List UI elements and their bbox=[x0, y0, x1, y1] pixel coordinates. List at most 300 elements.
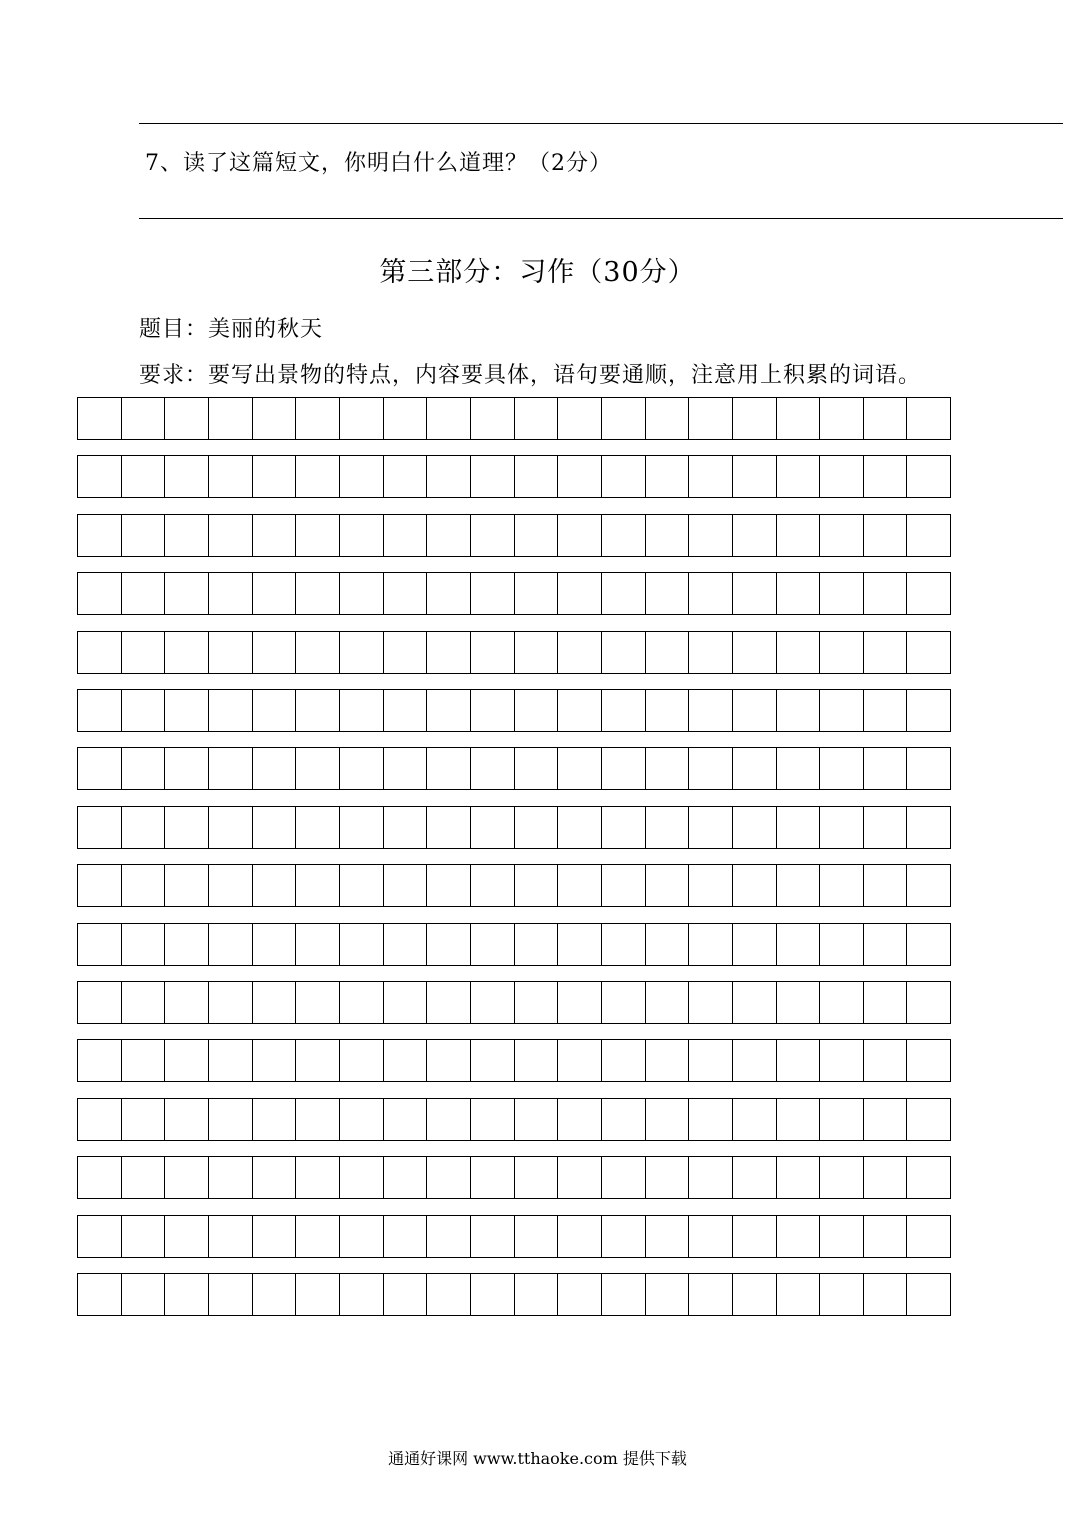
grid-cell[interactable] bbox=[122, 982, 166, 1023]
grid-cell[interactable] bbox=[384, 515, 428, 556]
grid-cell[interactable] bbox=[864, 865, 908, 906]
grid-cell[interactable] bbox=[907, 807, 950, 848]
grid-cell[interactable] bbox=[646, 573, 690, 614]
grid-cell[interactable] bbox=[646, 690, 690, 731]
grid-cell[interactable] bbox=[820, 982, 864, 1023]
grid-cell[interactable] bbox=[296, 632, 340, 673]
grid-cell[interactable] bbox=[122, 1216, 166, 1257]
grid-cell[interactable] bbox=[427, 865, 471, 906]
grid-cell[interactable] bbox=[427, 982, 471, 1023]
grid-cell[interactable] bbox=[427, 456, 471, 497]
grid-cell[interactable] bbox=[471, 807, 515, 848]
grid-cell[interactable] bbox=[253, 1216, 297, 1257]
grid-cell[interactable] bbox=[733, 1157, 777, 1198]
grid-cell[interactable] bbox=[733, 807, 777, 848]
grid-cell[interactable] bbox=[777, 1099, 821, 1140]
grid-cell[interactable] bbox=[340, 865, 384, 906]
grid-cell[interactable] bbox=[296, 1216, 340, 1257]
grid-cell[interactable] bbox=[209, 1099, 253, 1140]
grid-cell[interactable] bbox=[864, 807, 908, 848]
grid-cell[interactable] bbox=[296, 1040, 340, 1081]
grid-cell[interactable] bbox=[689, 456, 733, 497]
grid-cell[interactable] bbox=[646, 1216, 690, 1257]
grid-cell[interactable] bbox=[165, 1099, 209, 1140]
grid-cell[interactable] bbox=[602, 1274, 646, 1315]
grid-cell[interactable] bbox=[122, 398, 166, 439]
grid-cell[interactable] bbox=[558, 1157, 602, 1198]
grid-cell[interactable] bbox=[122, 456, 166, 497]
grid-cell[interactable] bbox=[602, 1099, 646, 1140]
grid-cell[interactable] bbox=[907, 690, 950, 731]
grid-cell[interactable] bbox=[646, 982, 690, 1023]
grid-cell[interactable] bbox=[907, 632, 950, 673]
grid-cell[interactable] bbox=[427, 1157, 471, 1198]
grid-cell[interactable] bbox=[340, 807, 384, 848]
grid-cell[interactable] bbox=[384, 1216, 428, 1257]
grid-cell[interactable] bbox=[340, 982, 384, 1023]
grid-cell[interactable] bbox=[558, 865, 602, 906]
grid-cell[interactable] bbox=[820, 398, 864, 439]
grid-cell[interactable] bbox=[602, 1157, 646, 1198]
grid-cell[interactable] bbox=[602, 807, 646, 848]
grid-cell[interactable] bbox=[122, 690, 166, 731]
grid-cell[interactable] bbox=[864, 573, 908, 614]
grid-cell[interactable] bbox=[165, 982, 209, 1023]
grid-cell[interactable] bbox=[515, 1216, 559, 1257]
grid-cell[interactable] bbox=[78, 573, 122, 614]
grid-cell[interactable] bbox=[777, 865, 821, 906]
grid-cell[interactable] bbox=[384, 924, 428, 965]
grid-cell[interactable] bbox=[646, 748, 690, 789]
grid-cell[interactable] bbox=[733, 690, 777, 731]
grid-cell[interactable] bbox=[471, 982, 515, 1023]
grid-cell[interactable] bbox=[646, 1040, 690, 1081]
grid-cell[interactable] bbox=[689, 807, 733, 848]
grid-cell[interactable] bbox=[384, 807, 428, 848]
grid-cell[interactable] bbox=[471, 748, 515, 789]
grid-cell[interactable] bbox=[78, 807, 122, 848]
grid-cell[interactable] bbox=[558, 807, 602, 848]
grid-cell[interactable] bbox=[558, 456, 602, 497]
grid-cell[interactable] bbox=[907, 1216, 950, 1257]
grid-cell[interactable] bbox=[78, 1216, 122, 1257]
grid-cell[interactable] bbox=[733, 632, 777, 673]
grid-cell[interactable] bbox=[907, 748, 950, 789]
grid-cell[interactable] bbox=[165, 1274, 209, 1315]
grid-cell[interactable] bbox=[122, 1274, 166, 1315]
grid-cell[interactable] bbox=[820, 1040, 864, 1081]
grid-cell[interactable] bbox=[646, 807, 690, 848]
grid-cell[interactable] bbox=[733, 748, 777, 789]
grid-cell[interactable] bbox=[907, 865, 950, 906]
grid-cell[interactable] bbox=[296, 456, 340, 497]
grid-cell[interactable] bbox=[253, 982, 297, 1023]
grid-cell[interactable] bbox=[733, 865, 777, 906]
grid-cell[interactable] bbox=[820, 1274, 864, 1315]
grid-cell[interactable] bbox=[733, 924, 777, 965]
grid-cell[interactable] bbox=[427, 573, 471, 614]
grid-cell[interactable] bbox=[384, 1099, 428, 1140]
grid-cell[interactable] bbox=[820, 573, 864, 614]
grid-cell[interactable] bbox=[558, 1216, 602, 1257]
grid-cell[interactable] bbox=[820, 690, 864, 731]
grid-cell[interactable] bbox=[515, 1040, 559, 1081]
grid-cell[interactable] bbox=[78, 982, 122, 1023]
answer-line-question-7[interactable] bbox=[139, 218, 1063, 219]
grid-cell[interactable] bbox=[209, 1157, 253, 1198]
grid-cell[interactable] bbox=[471, 1274, 515, 1315]
grid-cell[interactable] bbox=[471, 573, 515, 614]
grid-cell[interactable] bbox=[646, 924, 690, 965]
grid-cell[interactable] bbox=[689, 1099, 733, 1140]
grid-cell[interactable] bbox=[340, 573, 384, 614]
grid-cell[interactable] bbox=[165, 748, 209, 789]
grid-cell[interactable] bbox=[296, 865, 340, 906]
grid-cell[interactable] bbox=[427, 1099, 471, 1140]
grid-cell[interactable] bbox=[515, 1099, 559, 1140]
grid-cell[interactable] bbox=[471, 690, 515, 731]
grid-cell[interactable] bbox=[209, 924, 253, 965]
grid-cell[interactable] bbox=[209, 1216, 253, 1257]
grid-cell[interactable] bbox=[165, 807, 209, 848]
grid-cell[interactable] bbox=[427, 398, 471, 439]
grid-cell[interactable] bbox=[427, 1274, 471, 1315]
grid-cell[interactable] bbox=[689, 924, 733, 965]
grid-cell[interactable] bbox=[907, 982, 950, 1023]
grid-cell[interactable] bbox=[296, 398, 340, 439]
grid-cell[interactable] bbox=[209, 456, 253, 497]
grid-cell[interactable] bbox=[427, 1040, 471, 1081]
grid-cell[interactable] bbox=[733, 573, 777, 614]
grid-cell[interactable] bbox=[689, 748, 733, 789]
grid-cell[interactable] bbox=[864, 1157, 908, 1198]
grid-cell[interactable] bbox=[340, 1157, 384, 1198]
grid-cell[interactable] bbox=[253, 515, 297, 556]
grid-cell[interactable] bbox=[384, 1274, 428, 1315]
grid-cell[interactable] bbox=[471, 456, 515, 497]
grid-cell[interactable] bbox=[165, 398, 209, 439]
grid-cell[interactable] bbox=[122, 924, 166, 965]
grid-cell[interactable] bbox=[384, 632, 428, 673]
grid-cell[interactable] bbox=[646, 456, 690, 497]
grid-cell[interactable] bbox=[515, 748, 559, 789]
grid-cell[interactable] bbox=[689, 1274, 733, 1315]
grid-cell[interactable] bbox=[209, 748, 253, 789]
grid-cell[interactable] bbox=[253, 807, 297, 848]
grid-cell[interactable] bbox=[602, 924, 646, 965]
grid-cell[interactable] bbox=[471, 398, 515, 439]
grid-cell[interactable] bbox=[296, 982, 340, 1023]
grid-cell[interactable] bbox=[689, 398, 733, 439]
grid-cell[interactable] bbox=[777, 1157, 821, 1198]
grid-cell[interactable] bbox=[384, 456, 428, 497]
grid-cell[interactable] bbox=[646, 1099, 690, 1140]
grid-cell[interactable] bbox=[209, 573, 253, 614]
grid-cell[interactable] bbox=[777, 398, 821, 439]
grid-cell[interactable] bbox=[340, 1040, 384, 1081]
grid-cell[interactable] bbox=[777, 748, 821, 789]
grid-cell[interactable] bbox=[689, 515, 733, 556]
grid-cell[interactable] bbox=[777, 1040, 821, 1081]
grid-cell[interactable] bbox=[340, 1099, 384, 1140]
grid-cell[interactable] bbox=[777, 632, 821, 673]
grid-cell[interactable] bbox=[78, 515, 122, 556]
grid-cell[interactable] bbox=[733, 398, 777, 439]
grid-cell[interactable] bbox=[253, 865, 297, 906]
grid-cell[interactable] bbox=[558, 515, 602, 556]
grid-cell[interactable] bbox=[253, 748, 297, 789]
grid-cell[interactable] bbox=[864, 982, 908, 1023]
grid-cell[interactable] bbox=[471, 865, 515, 906]
grid-cell[interactable] bbox=[907, 1157, 950, 1198]
grid-cell[interactable] bbox=[340, 398, 384, 439]
grid-cell[interactable] bbox=[165, 456, 209, 497]
grid-cell[interactable] bbox=[777, 456, 821, 497]
grid-cell[interactable] bbox=[384, 748, 428, 789]
grid-cell[interactable] bbox=[864, 1099, 908, 1140]
grid-cell[interactable] bbox=[820, 515, 864, 556]
grid-cell[interactable] bbox=[515, 398, 559, 439]
grid-cell[interactable] bbox=[558, 1274, 602, 1315]
grid-cell[interactable] bbox=[907, 1274, 950, 1315]
grid-cell[interactable] bbox=[165, 1040, 209, 1081]
grid-cell[interactable] bbox=[907, 924, 950, 965]
grid-cell[interactable] bbox=[689, 1216, 733, 1257]
grid-cell[interactable] bbox=[820, 1157, 864, 1198]
grid-cell[interactable] bbox=[558, 748, 602, 789]
grid-cell[interactable] bbox=[907, 573, 950, 614]
grid-cell[interactable] bbox=[471, 1040, 515, 1081]
grid-cell[interactable] bbox=[122, 1040, 166, 1081]
grid-cell[interactable] bbox=[689, 1157, 733, 1198]
grid-cell[interactable] bbox=[122, 515, 166, 556]
grid-cell[interactable] bbox=[78, 632, 122, 673]
grid-cell[interactable] bbox=[558, 632, 602, 673]
grid-cell[interactable] bbox=[602, 748, 646, 789]
grid-cell[interactable] bbox=[777, 924, 821, 965]
grid-cell[interactable] bbox=[253, 1157, 297, 1198]
grid-cell[interactable] bbox=[209, 1040, 253, 1081]
grid-cell[interactable] bbox=[907, 1099, 950, 1140]
grid-cell[interactable] bbox=[340, 456, 384, 497]
grid-cell[interactable] bbox=[253, 398, 297, 439]
grid-cell[interactable] bbox=[820, 865, 864, 906]
grid-cell[interactable] bbox=[558, 1040, 602, 1081]
grid-cell[interactable] bbox=[733, 1216, 777, 1257]
grid-cell[interactable] bbox=[78, 456, 122, 497]
grid-cell[interactable] bbox=[209, 982, 253, 1023]
grid-cell[interactable] bbox=[907, 456, 950, 497]
grid-cell[interactable] bbox=[602, 1216, 646, 1257]
grid-cell[interactable] bbox=[864, 690, 908, 731]
grid-cell[interactable] bbox=[209, 690, 253, 731]
grid-cell[interactable] bbox=[733, 1040, 777, 1081]
grid-cell[interactable] bbox=[515, 807, 559, 848]
grid-cell[interactable] bbox=[515, 456, 559, 497]
grid-cell[interactable] bbox=[209, 515, 253, 556]
grid-cell[interactable] bbox=[515, 632, 559, 673]
grid-cell[interactable] bbox=[602, 515, 646, 556]
grid-cell[interactable] bbox=[78, 398, 122, 439]
grid-cell[interactable] bbox=[820, 924, 864, 965]
grid-cell[interactable] bbox=[78, 1040, 122, 1081]
grid-cell[interactable] bbox=[340, 690, 384, 731]
grid-cell[interactable] bbox=[253, 573, 297, 614]
grid-cell[interactable] bbox=[602, 456, 646, 497]
grid-cell[interactable] bbox=[733, 1099, 777, 1140]
grid-cell[interactable] bbox=[558, 398, 602, 439]
grid-cell[interactable] bbox=[864, 456, 908, 497]
grid-cell[interactable] bbox=[122, 573, 166, 614]
grid-cell[interactable] bbox=[471, 632, 515, 673]
grid-cell[interactable] bbox=[253, 924, 297, 965]
grid-cell[interactable] bbox=[209, 865, 253, 906]
grid-cell[interactable] bbox=[122, 748, 166, 789]
grid-cell[interactable] bbox=[777, 1216, 821, 1257]
grid-cell[interactable] bbox=[384, 573, 428, 614]
grid-cell[interactable] bbox=[864, 632, 908, 673]
grid-cell[interactable] bbox=[646, 632, 690, 673]
grid-cell[interactable] bbox=[558, 573, 602, 614]
grid-cell[interactable] bbox=[384, 982, 428, 1023]
grid-cell[interactable] bbox=[646, 1274, 690, 1315]
grid-cell[interactable] bbox=[296, 748, 340, 789]
grid-cell[interactable] bbox=[907, 515, 950, 556]
grid-cell[interactable] bbox=[253, 1099, 297, 1140]
grid-cell[interactable] bbox=[689, 1040, 733, 1081]
grid-cell[interactable] bbox=[864, 515, 908, 556]
grid-cell[interactable] bbox=[820, 632, 864, 673]
grid-cell[interactable] bbox=[165, 573, 209, 614]
grid-cell[interactable] bbox=[689, 982, 733, 1023]
grid-cell[interactable] bbox=[689, 632, 733, 673]
grid-cell[interactable] bbox=[864, 1216, 908, 1257]
grid-cell[interactable] bbox=[122, 1157, 166, 1198]
grid-cell[interactable] bbox=[471, 515, 515, 556]
grid-cell[interactable] bbox=[689, 690, 733, 731]
grid-cell[interactable] bbox=[515, 924, 559, 965]
grid-cell[interactable] bbox=[820, 1099, 864, 1140]
grid-cell[interactable] bbox=[296, 1274, 340, 1315]
grid-cell[interactable] bbox=[733, 982, 777, 1023]
grid-cell[interactable] bbox=[209, 398, 253, 439]
grid-cell[interactable] bbox=[471, 1099, 515, 1140]
grid-cell[interactable] bbox=[820, 1216, 864, 1257]
grid-cell[interactable] bbox=[733, 1274, 777, 1315]
grid-cell[interactable] bbox=[646, 515, 690, 556]
grid-cell[interactable] bbox=[777, 690, 821, 731]
grid-cell[interactable] bbox=[558, 924, 602, 965]
grid-cell[interactable] bbox=[558, 690, 602, 731]
grid-cell[interactable] bbox=[646, 1157, 690, 1198]
grid-cell[interactable] bbox=[384, 690, 428, 731]
grid-cell[interactable] bbox=[777, 1274, 821, 1315]
grid-cell[interactable] bbox=[122, 807, 166, 848]
grid-cell[interactable] bbox=[427, 924, 471, 965]
grid-cell[interactable] bbox=[296, 690, 340, 731]
grid-cell[interactable] bbox=[253, 1040, 297, 1081]
grid-cell[interactable] bbox=[515, 573, 559, 614]
grid-cell[interactable] bbox=[602, 690, 646, 731]
grid-cell[interactable] bbox=[864, 1274, 908, 1315]
grid-cell[interactable] bbox=[602, 1040, 646, 1081]
grid-cell[interactable] bbox=[78, 1157, 122, 1198]
grid-cell[interactable] bbox=[602, 573, 646, 614]
grid-cell[interactable] bbox=[296, 1099, 340, 1140]
grid-cell[interactable] bbox=[78, 748, 122, 789]
grid-cell[interactable] bbox=[864, 748, 908, 789]
grid-cell[interactable] bbox=[253, 1274, 297, 1315]
grid-cell[interactable] bbox=[907, 398, 950, 439]
grid-cell[interactable] bbox=[296, 515, 340, 556]
grid-cell[interactable] bbox=[78, 1099, 122, 1140]
grid-cell[interactable] bbox=[253, 456, 297, 497]
grid-cell[interactable] bbox=[253, 632, 297, 673]
grid-cell[interactable] bbox=[427, 690, 471, 731]
grid-cell[interactable] bbox=[777, 573, 821, 614]
grid-cell[interactable] bbox=[777, 982, 821, 1023]
grid-cell[interactable] bbox=[78, 924, 122, 965]
grid-cell[interactable] bbox=[253, 690, 297, 731]
grid-cell[interactable] bbox=[122, 865, 166, 906]
grid-cell[interactable] bbox=[515, 865, 559, 906]
grid-cell[interactable] bbox=[427, 1216, 471, 1257]
grid-cell[interactable] bbox=[165, 632, 209, 673]
grid-cell[interactable] bbox=[340, 748, 384, 789]
grid-cell[interactable] bbox=[296, 807, 340, 848]
grid-cell[interactable] bbox=[733, 515, 777, 556]
grid-cell[interactable] bbox=[340, 515, 384, 556]
grid-cell[interactable] bbox=[122, 632, 166, 673]
grid-cell[interactable] bbox=[777, 807, 821, 848]
grid-cell[interactable] bbox=[209, 1274, 253, 1315]
grid-cell[interactable] bbox=[864, 398, 908, 439]
grid-cell[interactable] bbox=[864, 924, 908, 965]
grid-cell[interactable] bbox=[78, 1274, 122, 1315]
grid-cell[interactable] bbox=[165, 1216, 209, 1257]
grid-cell[interactable] bbox=[864, 1040, 908, 1081]
grid-cell[interactable] bbox=[78, 690, 122, 731]
grid-cell[interactable] bbox=[602, 865, 646, 906]
grid-cell[interactable] bbox=[689, 573, 733, 614]
grid-cell[interactable] bbox=[558, 1099, 602, 1140]
grid-cell[interactable] bbox=[384, 398, 428, 439]
grid-cell[interactable] bbox=[602, 982, 646, 1023]
grid-cell[interactable] bbox=[471, 1216, 515, 1257]
grid-cell[interactable] bbox=[907, 1040, 950, 1081]
grid-cell[interactable] bbox=[515, 1274, 559, 1315]
grid-cell[interactable] bbox=[471, 924, 515, 965]
grid-cell[interactable] bbox=[777, 515, 821, 556]
grid-cell[interactable] bbox=[646, 865, 690, 906]
grid-cell[interactable] bbox=[427, 632, 471, 673]
grid-cell[interactable] bbox=[165, 690, 209, 731]
grid-cell[interactable] bbox=[515, 1157, 559, 1198]
answer-line-previous[interactable] bbox=[139, 123, 1063, 124]
grid-cell[interactable] bbox=[515, 690, 559, 731]
grid-cell[interactable] bbox=[820, 456, 864, 497]
grid-cell[interactable] bbox=[78, 865, 122, 906]
grid-cell[interactable] bbox=[340, 1216, 384, 1257]
grid-cell[interactable] bbox=[384, 865, 428, 906]
grid-cell[interactable] bbox=[296, 924, 340, 965]
grid-cell[interactable] bbox=[122, 1099, 166, 1140]
grid-cell[interactable] bbox=[602, 398, 646, 439]
grid-cell[interactable] bbox=[427, 807, 471, 848]
grid-cell[interactable] bbox=[165, 924, 209, 965]
grid-cell[interactable] bbox=[296, 1157, 340, 1198]
grid-cell[interactable] bbox=[340, 924, 384, 965]
